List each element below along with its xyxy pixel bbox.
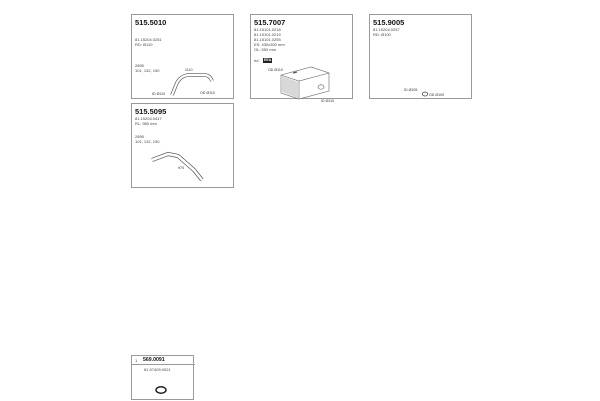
spec-line: RL: 980 mm (135, 121, 157, 126)
ref-line: 81.15101.0218 (254, 27, 281, 32)
spec-line: OL: 550 mm (254, 47, 277, 52)
pipe-drawing (132, 15, 235, 100)
dim-label: 1110 (185, 68, 193, 72)
spec-line: ES: 430x300 mm (254, 42, 285, 47)
badge-prefix: ed (254, 58, 259, 63)
item-number: 1 (135, 358, 138, 363)
part-card-569-0091[interactable] (131, 355, 194, 400)
approval-badge: EEA (264, 58, 272, 62)
part-card-515-5010[interactable] (131, 14, 234, 99)
part-number: 515.9005 (373, 18, 405, 27)
ref-line: RD: Ø100 (373, 32, 391, 37)
dim-label: ID Ø105 (404, 88, 418, 92)
vehicle-line: 2895 (135, 134, 144, 139)
part-card-515-5095[interactable] (131, 103, 234, 188)
ring-drawing (370, 15, 473, 100)
dim-label: OD Ø110 (268, 68, 283, 72)
dim-label: 975 (178, 166, 184, 170)
dim-label: ID Ø110 (321, 99, 335, 103)
part-card-515-7007[interactable] (250, 14, 353, 103)
part-card-515-9005[interactable] (369, 14, 472, 99)
muffler-drawing (251, 15, 354, 100)
ref-line: 81.15101.0219 (254, 32, 281, 37)
dim-label: ID Ø110 (152, 92, 166, 96)
part-number: 515.5095 (135, 107, 167, 116)
part-number: 515.7007 (254, 18, 286, 27)
ref-line: 81.97409.0021 (144, 367, 171, 372)
ref-line: 81.15204.0417 (135, 116, 162, 121)
ref-line: 81.15101.0255 (254, 37, 281, 42)
dim-label: OD Ø110 (200, 91, 215, 95)
part-number: 515.5010 (135, 18, 167, 27)
ref-line: RD: Ø110 (135, 42, 153, 47)
part-number: 569.0091 (143, 357, 165, 363)
vehicle-line: 101, 132, 150 (135, 139, 160, 144)
dim-label: OD Ø100 (429, 93, 445, 97)
ref-line: 81.15204.0257 (373, 27, 400, 32)
vehicle-line: 2895 (135, 63, 144, 68)
vehicle-line: 101, 132, 150 (135, 68, 160, 73)
ref-line: 81.15204.0251 (135, 37, 162, 42)
gasket-drawing (132, 356, 195, 401)
pipe-drawing (132, 104, 235, 189)
